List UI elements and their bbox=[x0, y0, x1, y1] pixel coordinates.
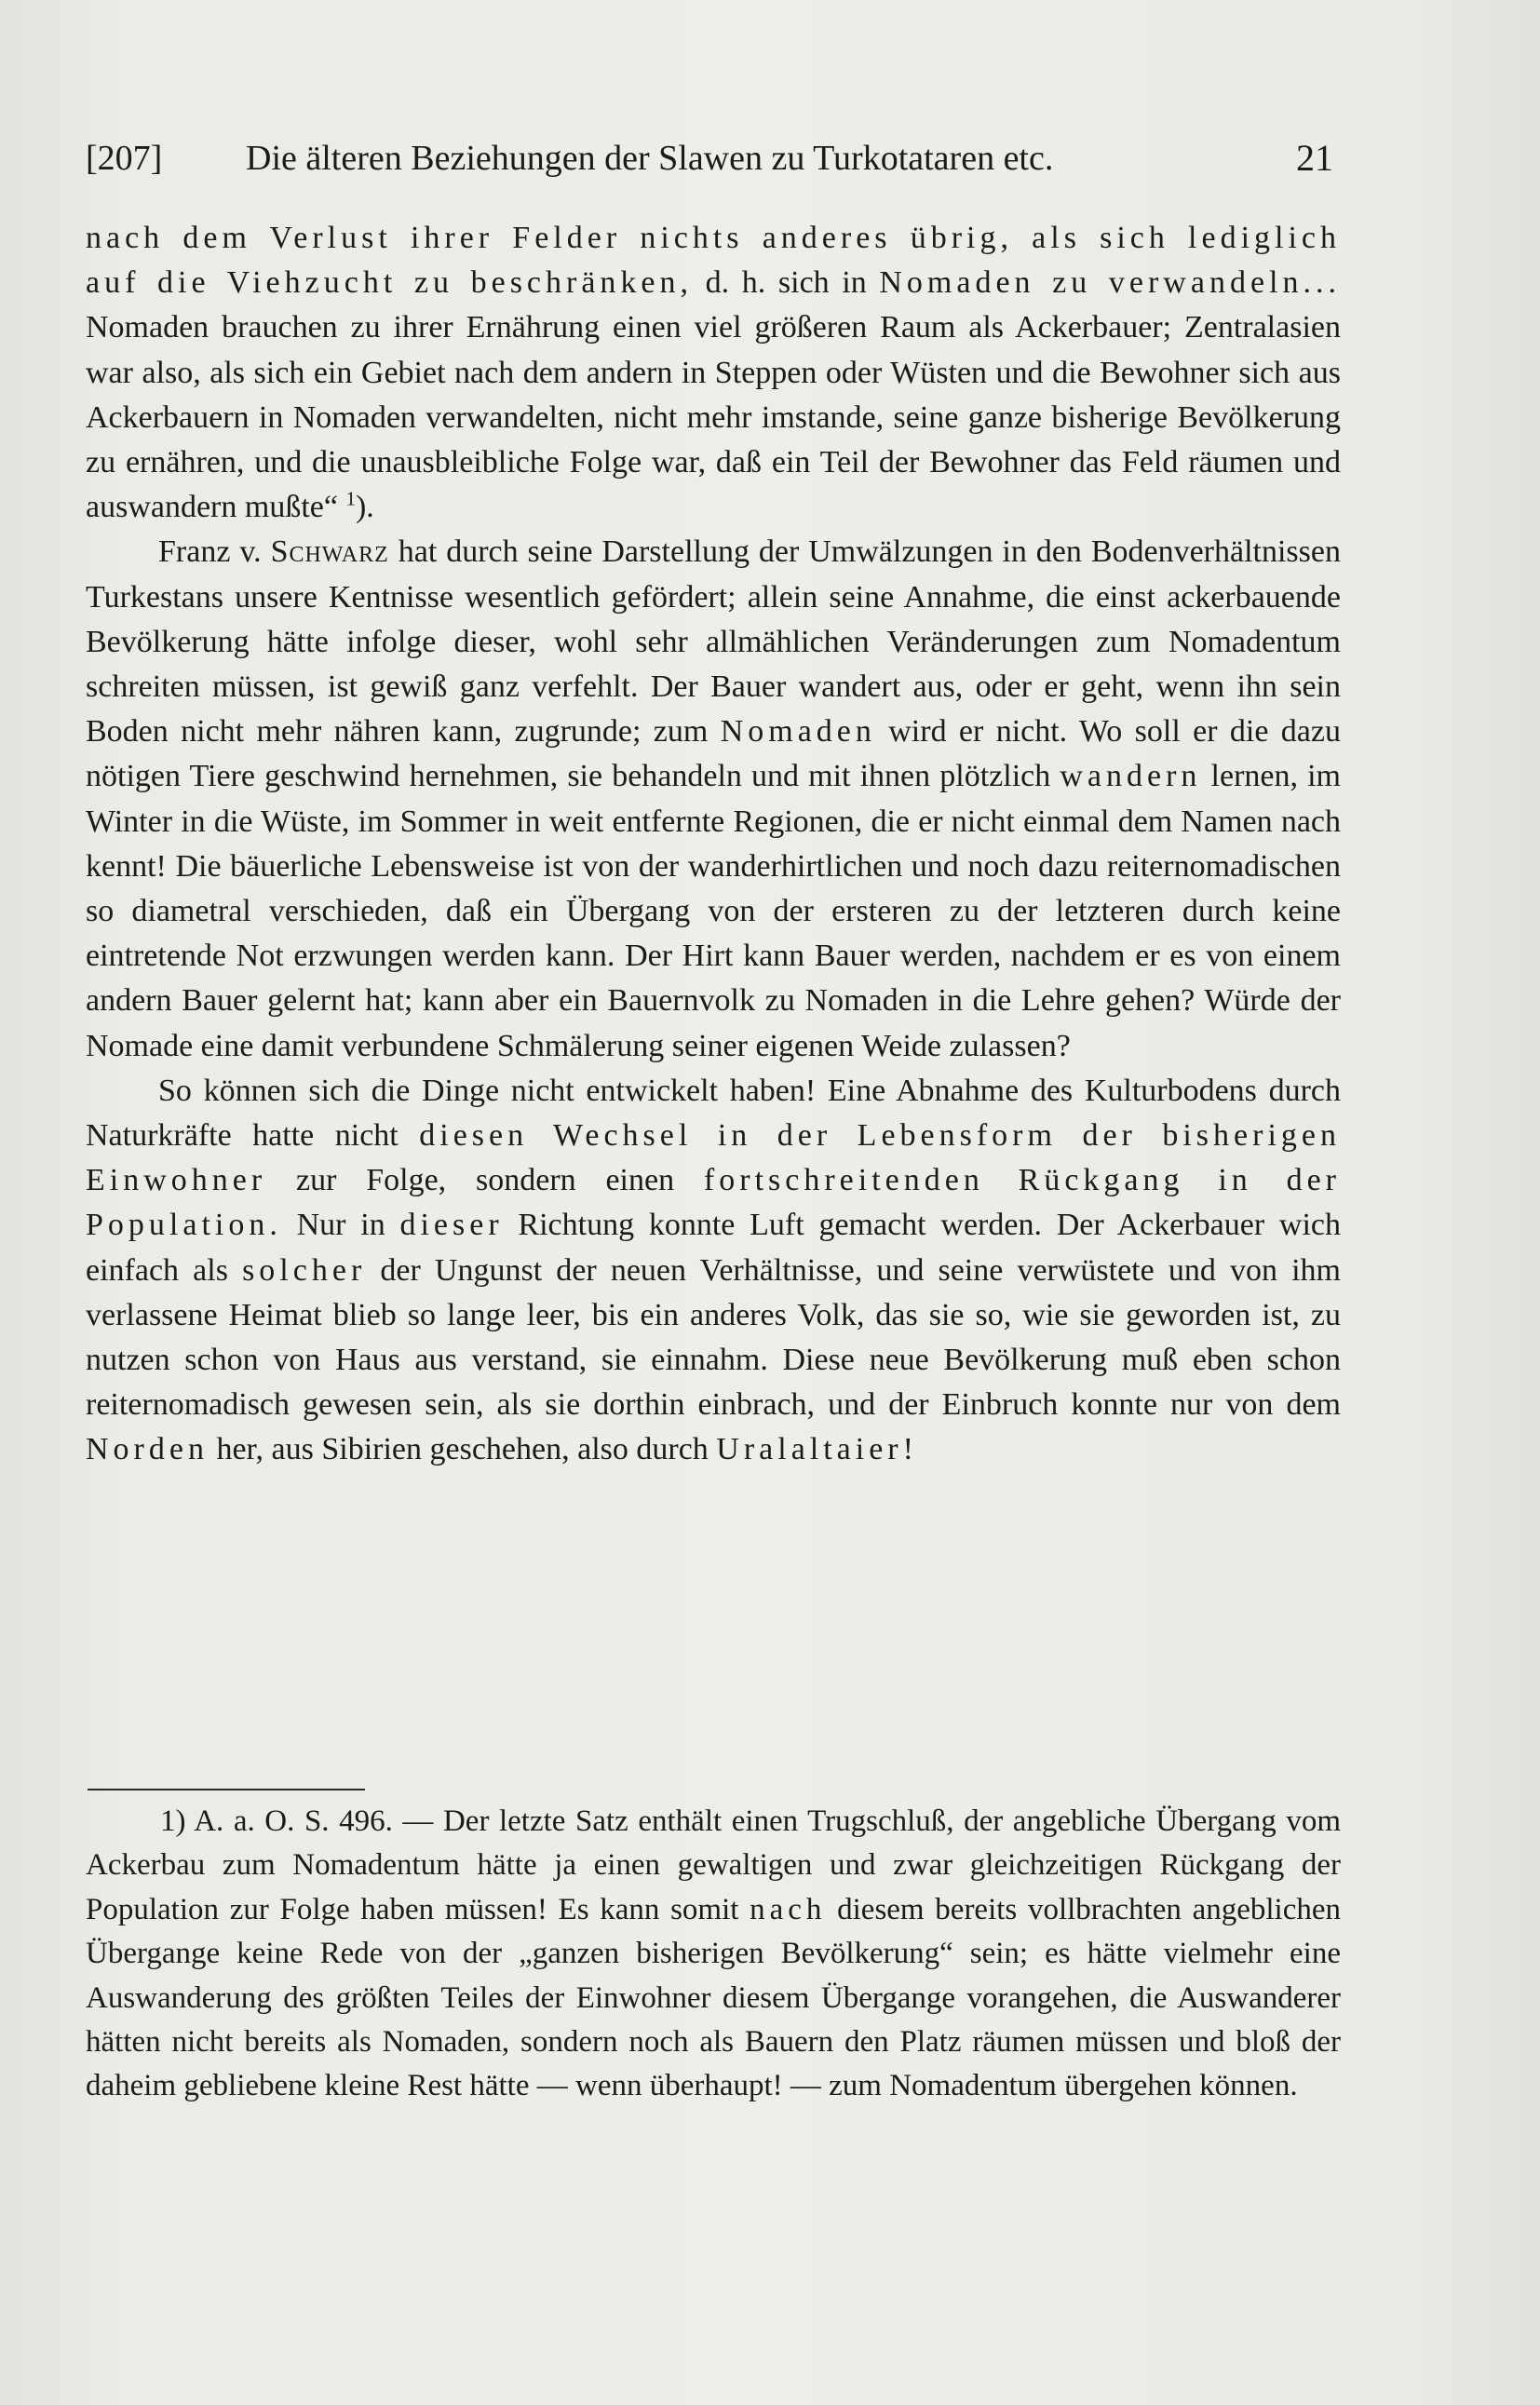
spaced-emphasis: diesen Wechsel in der Lebensform der bisherigen Einwohner bbox=[86, 1118, 1341, 1198]
text-run: zur Folge, sondern einen bbox=[266, 1163, 704, 1198]
spaced-emphasis: nach dem Verlust ihrer Felder nichts anderes übrig, als sich lediglich auf die Viehzucht zu beschränken, bbox=[86, 221, 1341, 301]
running-title: Die älteren Beziehungen der Slawen zu Turkotataren etc. bbox=[246, 139, 1054, 178]
text-run: So können sich die Dinge nicht entwickelt haben! Eine Abnahme des Kulturbodens durch Naturkräfte hatte nicht bbox=[86, 1073, 1341, 1154]
text-run: ! bbox=[902, 1432, 913, 1467]
footnote-1 bbox=[86, 1800, 1341, 2109]
paragraph-3 bbox=[86, 1069, 1341, 1473]
spaced-emphasis: Nomaden zu verwandeln... bbox=[879, 265, 1341, 301]
text-run: her, aus Sibirien geschehen, also durch bbox=[208, 1432, 717, 1467]
spaced-emphasis: Nomaden bbox=[720, 714, 876, 750]
spaced-emphasis: Norden bbox=[86, 1432, 209, 1467]
text-run: hat durch seine Darstellung der Umwälzungen in den Bodenverhältnissen Turkestans unsere Kentnisse wesentlich gefördert; allein seine Annahme, die einst ackerbauende Bevölkerung hätte infolge dieser, wohl sehr allmählichen Veränderungen zum Nomadentum schreiten müssen, ist gewiß ganz verfehlt. Der Bauer wandert aus, oder er geht, wenn ihn sein Boden nicht mehr nähren kann, zugrunde; zum bbox=[86, 534, 1341, 750]
footnote-divider bbox=[88, 1789, 365, 1790]
spaced-emphasis: wandern bbox=[1060, 759, 1202, 794]
text-run: Nomaden brauchen zu ihrer Ernährung einen viel größeren Raum als Ackerbauer; Zentralasien war also, als sich ein Gebiet nach dem andern in Steppen oder Wüsten und die Bewohner sich aus Ackerbauern in Nomaden verwandelten, nicht mehr imstande, seine ganze bisherige Bevölkerung zu ernähren, und die unausbleibliche Folge war, daß ein Teil der Bewohner das Feld räumen und auswandern mußte“ bbox=[86, 310, 1341, 525]
text-run: lernen, im Winter in die Wüste, im Sommer in weit entfernte Regionen, die er nicht einmal dem Namen nach kennt! Die bäuerliche Lebensweise ist von der wanderhirtlichen und noch dazu reiternomadischen so diametral verschieden, daß ein Übergang von der ersteren zu der letzteren durch keine eintretende Not erzwungen werden kann. Der Hirt kann Bauer werden, nachdem er es von einem andern Bauer gelernt hat; kann aber ein Bauernvolk zu Nomaden in die Lehre gehen? Würde der Nomade eine damit verbundene Schmälerung seiner eigenen Weide zulassen? bbox=[86, 759, 1341, 1063]
spaced-emphasis: nach bbox=[750, 1892, 827, 1926]
text-run: Richtung konnte Luft gemacht werden. Der Ackerbauer wich einfach als bbox=[86, 1208, 1341, 1288]
text-run: diesem bereits vollbrachten angeblichen Übergange keine Rede von der „ganzen bisherigen Bevölkerung“ sein; es hätte vielmehr eine Auswanderung des größten Teiles der Einwohner diesem Übergange vorangehen, die Auswanderer hätten nicht bereits als Nomaden, sondern noch als Bauern den Platz räumen müssen und bloß der daheim gebliebene kleine Rest hätte — wenn überhaupt! — zum Nomadentum übergehen können. bbox=[86, 1892, 1342, 2103]
text-run: d. h. sich in bbox=[693, 265, 880, 301]
main-text bbox=[86, 216, 1341, 1473]
page-number-bracketed: [207] bbox=[86, 139, 163, 178]
page-number: 21 bbox=[1296, 137, 1333, 179]
page-header bbox=[86, 130, 1333, 186]
footnotes bbox=[86, 1800, 1341, 2109]
text-run: wird er nicht. Wo soll er die dazu nötigen Tiere geschwind hernehmen, sie behandeln und mit ihnen plötzlich bbox=[86, 714, 1341, 794]
text-run: der Ungunst der neuen Verhältnisse, und seine verwüstete und von ihm verlassene Heimat blieb so lange leer, bis ein anderes Volk, das sie so, wie sie geworden ist, zu nutzen schon von Haus aus verstand, sie einnahm. Diese neue Bevölkerung muß eben schon reiternomadisch gewesen sein, als sie dorthin einbrach, und der Einbruch konnte nur von dem bbox=[86, 1252, 1341, 1423]
text-run: Franz v. bbox=[158, 534, 271, 570]
spaced-emphasis: dieser bbox=[399, 1208, 504, 1243]
text-run: ). bbox=[355, 490, 374, 525]
text-run: Nur in bbox=[281, 1208, 400, 1243]
text-run: 1) A. a. O. S. 496. — Der letzte Satz enthält einen Trugschluß, der angebliche Übergang vom Ackerbau zum Nomadentum hätte ja einen gewaltigen und zwar gleichzeitigen Rückgang der Population zur Folge haben müssen! Es kann somit bbox=[86, 1804, 1341, 1926]
spaced-emphasis: Uralaltaier bbox=[716, 1432, 903, 1467]
spaced-emphasis: solcher bbox=[242, 1252, 367, 1288]
author-name: Schwarz bbox=[270, 534, 389, 570]
paragraph-2 bbox=[86, 530, 1341, 1068]
paragraph-1 bbox=[86, 216, 1341, 530]
footnote-reference: 1 bbox=[345, 487, 356, 510]
spaced-emphasis: fortschreitenden Rückgang in der Population. bbox=[86, 1163, 1341, 1243]
